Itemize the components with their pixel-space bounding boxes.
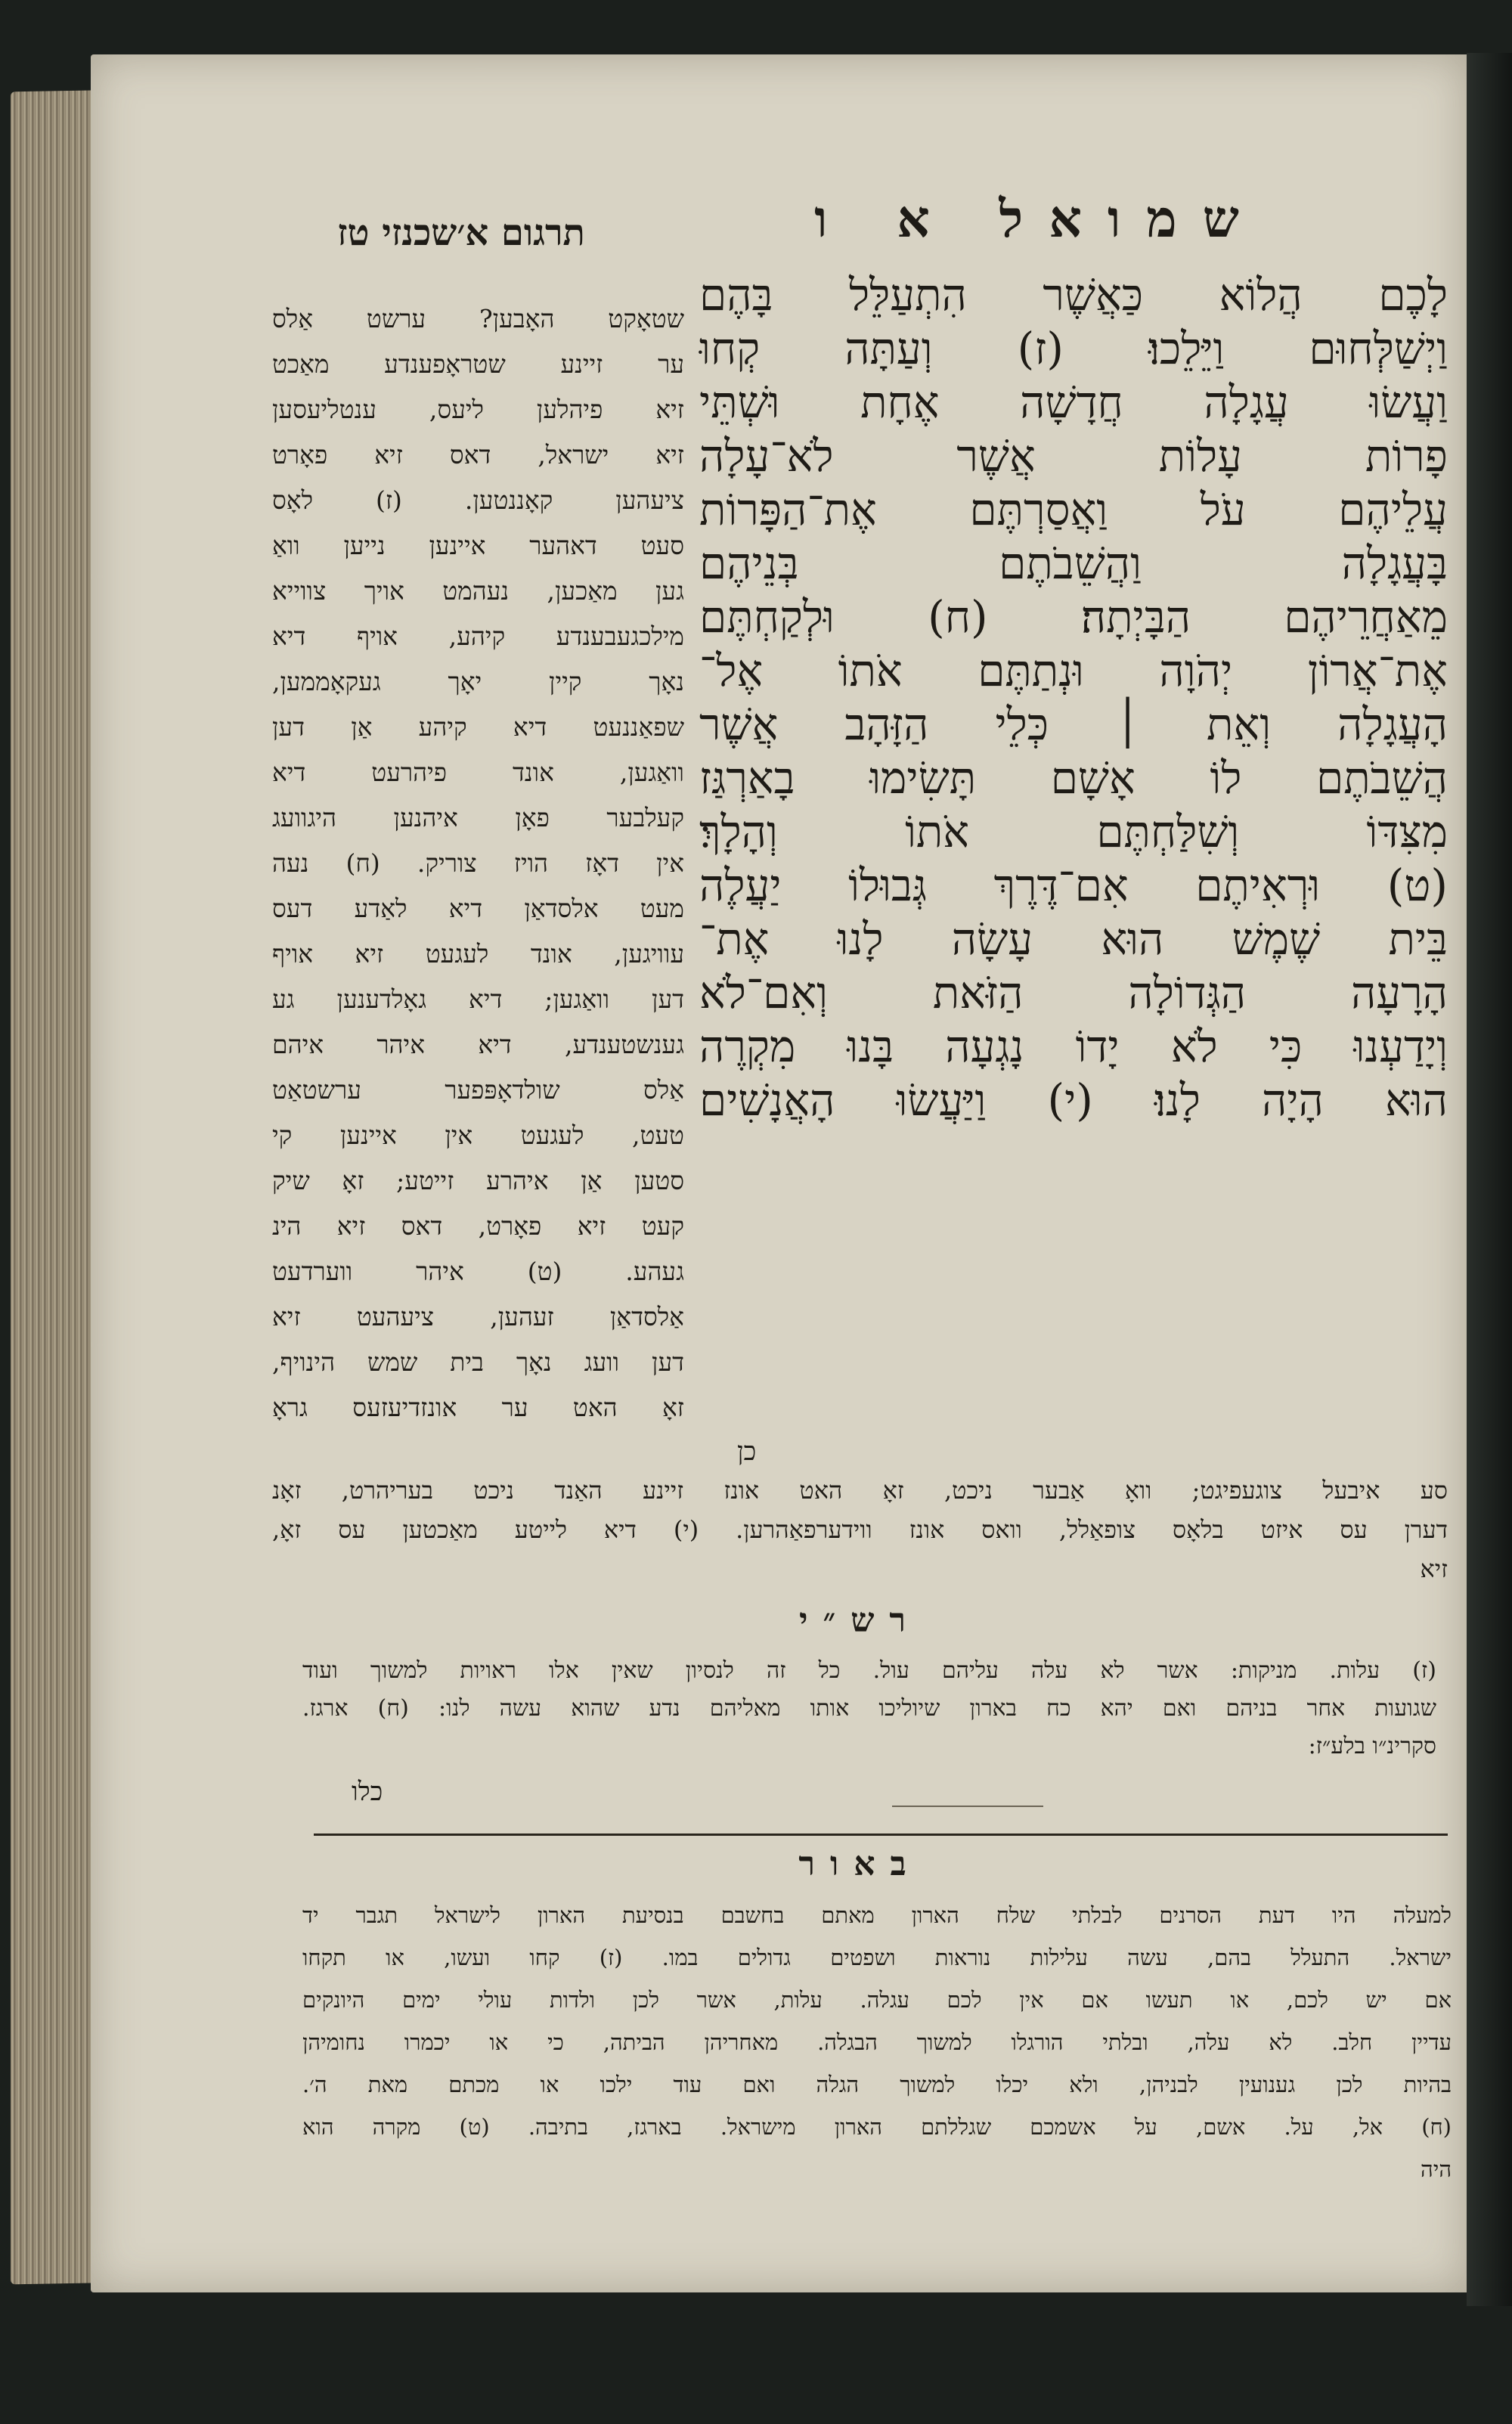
biur-line: (ח) אל, על. אשם, על אשמכם שגללתם הארון מישראל. בארגז, בתיבה. (ט) מקרה הוא — [302, 2114, 1452, 2140]
section-divider — [314, 1833, 1448, 1836]
targum-line: ציעהען קאָננטען. (ז) לאָס — [272, 485, 684, 515]
running-head-targum: תרגום א׳שכנזי טז — [337, 212, 585, 254]
targum-line: זיא ישראל, דאס זיא פאָרט — [272, 440, 684, 470]
targum-line: גען מאַכען, נעהמט אויך צווייא — [272, 576, 684, 606]
rashi-line: שגועות אחר בניהם ואם יהא כח בארון שיוליכו אותו מאליהם נדע שהוא עשה לנו: (ח) ארגז. — [302, 1695, 1436, 1722]
targum-line: טעט, לעגעט אין איינען קי — [272, 1121, 684, 1150]
targum-line: דען וואַגען; דיא גאָלדענען גע — [272, 984, 684, 1014]
rashi-title: רש״י — [798, 1601, 922, 1640]
targum-line: סטען אַן איהרע זייטע; זאָ שיק — [272, 1166, 684, 1195]
targum-line: אַלסדאַן זעהען, ציעהעט זיא — [272, 1302, 684, 1331]
rashi-footnote: כלו — [352, 1777, 383, 1807]
hebrew-verse-line: אֶת־אֲרוֹן יְהֹוָה וּנְתַתֶּם אֹתוֹ אֶל־ — [699, 645, 1448, 696]
targum-line: מעט אלסדאַן דיא לאַדע דעס — [272, 894, 684, 923]
hebrew-verse-line: הָעֲגָלָה וְאֵת ׀ כְּלֵי הַזָּהָב אֲשֶׁר — [699, 699, 1448, 750]
hebrew-verse-line: וַעֲשׂוּ עֲגָלָה חֲדָשָׁה אֶחָת וּשְׁתֵּי — [699, 377, 1448, 428]
hebrew-verse-line: וַיְשַׁלְּחוּם וַיֵּלֵכוּ׃ (ז) וְעַתָּה קְחוּ — [699, 323, 1448, 374]
biur-line: ישראל. התעלל בהם, עשה עלילות נוראות ושפטים גדולים במו. (ז) קחו ועשו, או תקחו — [302, 1945, 1452, 1970]
targum-line: מילכגעבענדע קיהע, אויף דיא — [272, 621, 684, 651]
hebrew-text-column — [699, 268, 1448, 1127]
hebrew-verse-line: הוּא הָיָה לָנוּ׃ (י) וַיַּעֲשׂוּ הָאֲנָשִׁים — [699, 1074, 1448, 1126]
targum-line: זאָ האט ער אונזדיעזעס גראָ — [272, 1393, 684, 1422]
hebrew-verse-line: בָּעֲגָלָה וַהֲשֵׁבֹתֶם בְּנֵיהֶם — [699, 538, 1448, 589]
targum-line: גענשטענדע, דיא איהר איהם — [272, 1030, 684, 1059]
hebrew-verse-line: הֲשֵׁבֹתֶם לוֹ אָשָׁם תָּשִׂימוּ בָאַרְגַּז — [699, 752, 1448, 804]
targum-line: וואַגען, אונד פיהרעט דיא — [272, 758, 684, 787]
rashi-line: (ז) עלות. מניקות: אשר לא עלה עליהם עול. כל זה לנסיון שאין אלו ראויות למשוך ועוד — [302, 1657, 1436, 1684]
targum-line: אַלס שולדאָפּפער ערשטאַט — [272, 1075, 684, 1105]
targum-line: אין דאָז הויז צוריק. (ח) נעה — [272, 848, 684, 878]
targum-continuation — [272, 1471, 1448, 1589]
rashi-commentary — [302, 1652, 1436, 1765]
biur-line: למעלה היו דעת הסרנים לבלתי שלח הארון מאתם בחשבם בנסיעת הארון לישראל תגבר יד — [302, 1902, 1452, 1928]
targum-line: דען וועג נאָך בית שמש הינויף, — [272, 1347, 684, 1377]
hebrew-verse-line: לָכֶם הֲלוֹא כַּאֲשֶׁר הִתְעַלֵּל בָּהֶם — [699, 269, 1448, 321]
hebrew-verse-line: בֵּית שֶׁמֶשׁ הוּא עָשָׂה לָנוּ אֶת־ — [699, 913, 1448, 965]
targum-line: שפאַננעט דיא קיהע אַן דען — [272, 712, 684, 742]
small-rule — [892, 1806, 1043, 1807]
targum-line: זיא פיהלען ליעס, ענטליעסען — [272, 395, 684, 424]
targum-line: ער זיינע שטראָפענדע מאַכט — [272, 349, 684, 379]
biur-title: באור — [798, 1845, 922, 1883]
targum-full-line: סע איבעל צוגעפיגט; וואָ אַבער ניכט, זאָ האט אונז זיינע האַנד ניכט בעריהרט, זאָנ — [272, 1476, 1448, 1505]
biur-line: עדיין חלב. לא עלה, ובלתי הורגלו למשוך הבגלה. מאחריהן הביתה, כי או יכמרו נחומיהן — [302, 2029, 1452, 2055]
hebrew-verse-line: מֵאַחֲרֵיהֶם הַבָּיְתָה׃ (ח) וּלְקַחְתֶּם — [699, 591, 1448, 643]
targum-line: שטאָקט האָבען? ערשט אַלס — [272, 304, 684, 333]
targum-line: נאָך קיין יאָך געקאָממען, — [272, 667, 684, 696]
biur-line: בהיות לכן גענועין לבניהן, ולא יכלו למשוך הגלה ואם עוד ילכו או מכתם מאת ה׳. — [302, 2072, 1452, 2097]
hebrew-verse-line: הָרָעָה הַגְּדוֹלָה הַזֹּאת וְאִם־לֹא — [699, 967, 1448, 1018]
book-spine — [1467, 53, 1512, 2306]
hebrew-verse-line: וְיָדַעְנוּ כִּי לֹא יָדוֹ נָגְעָה בָּנוּ מִקְרֶה — [699, 1021, 1448, 1072]
targum-line: עוויגען, אונד לעגעט זיא אויף — [272, 939, 684, 969]
targum-full-line: דערן עס איזט בלאָס צופאַלל, וואס אונז ווידערפאַהרען. (י) דיא לייטע מאַכטען עס זאָ, — [272, 1515, 1448, 1544]
hebrew-verse-line: מִצִּדּוֹ וְשִׁלַּחְתֶּם אֹתוֹ וְהָלָךְ׃ — [699, 806, 1448, 857]
targum-line: געהע. (ט) איהר ווערדעט — [272, 1257, 684, 1286]
running-head-book-chapter: שמואל א ו — [814, 189, 1265, 250]
biur-line: אם יש לכם, או תעשו אם אין לכם עגלה. עלות, אשר לכן ולדות עולי ימים היונקים — [302, 1987, 1452, 2013]
targum-full-line: זיא — [1420, 1555, 1448, 1583]
targum-line: קעט זיא פאָרט, דאס זיא הינ — [272, 1211, 684, 1241]
targum-line: סעט דאהער איינען נייען וואַ — [272, 531, 684, 560]
targum-column — [272, 296, 684, 1431]
hebrew-verse-line: עֲלֵיהֶם עֹל וַאֲסַרְתֶּם אֶת־הַפָּרוֹת — [699, 484, 1448, 535]
targum-line: קעלבער פאָן איהנען היגוועג — [272, 803, 684, 832]
biur-line: היה — [1421, 2156, 1452, 2182]
hebrew-verse-line: פָרוֹת עָלוֹת אֲשֶׁר לֹא־עָלָה — [699, 430, 1448, 482]
catch-word: כן — [737, 1437, 757, 1467]
biur-commentary — [302, 1894, 1452, 2190]
hebrew-verse-line: (ט) וּרְאִיתֶם אִם־דֶּרֶךְ גְּבוּלוֹ יַעֲלֶה — [699, 860, 1448, 911]
rashi-line: סקרינ״ו בלע״ז: — [1308, 1733, 1436, 1759]
